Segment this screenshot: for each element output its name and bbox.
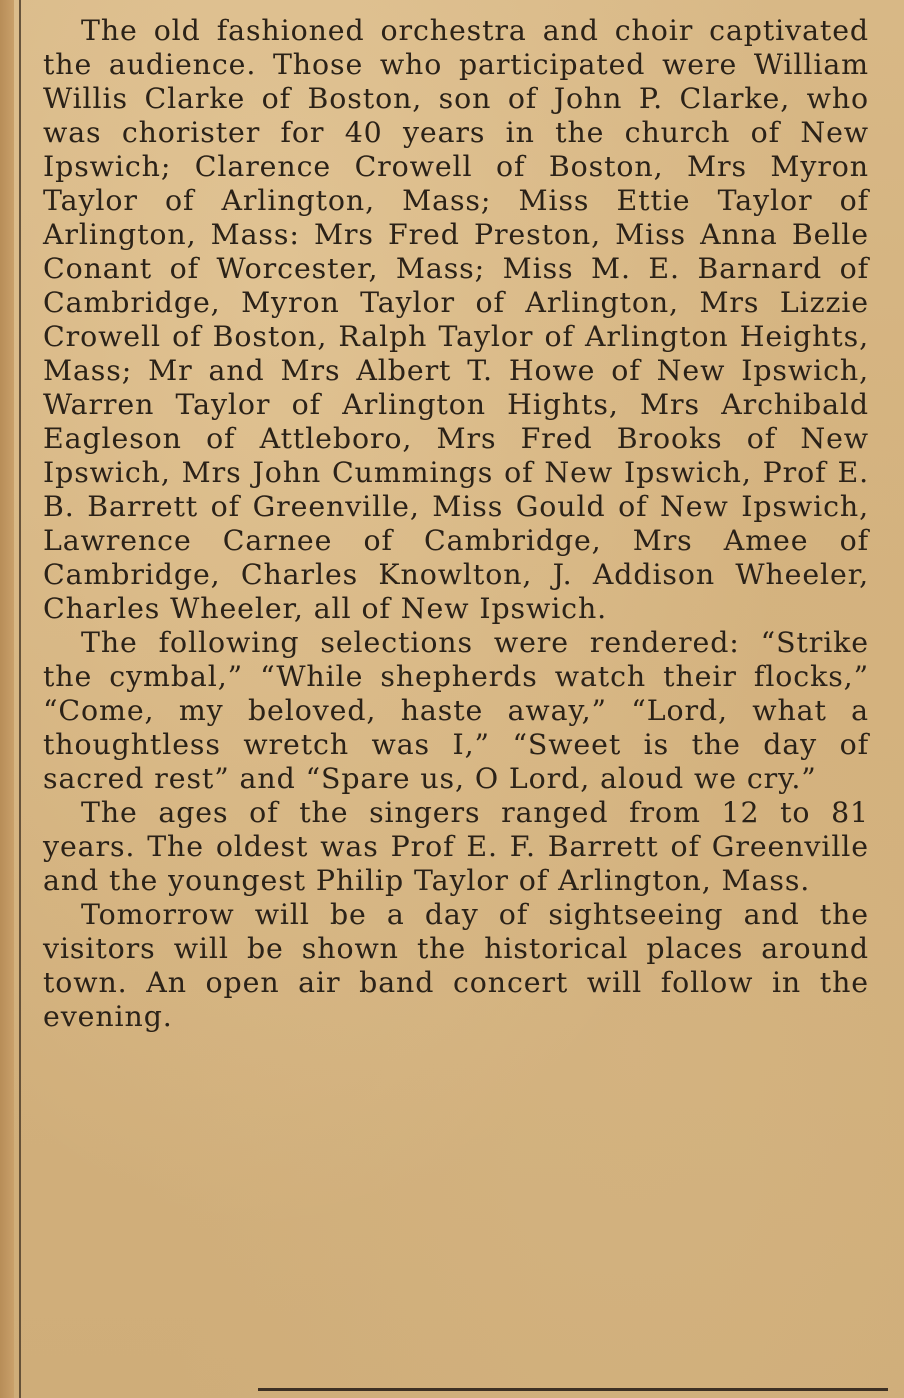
paragraph-ages: The ages of the singers ranged from 12 to 81 years. The oldest was Prof E. F. Barrett of Greenville and the youngest Philip Taylor of Arlington, Mass. xyxy=(43,796,869,897)
article-body xyxy=(43,14,869,1034)
paragraph-participants: The old fashioned orchestra and choir captivated the audience. Those who participated were William Willis Clarke of Boston, son of John P. Clarke, who was chorister for 40 years in the church of New Ipswich; Clarence Crowell of Boston, Mrs Myron Taylor of Arlington, Mass; Miss Ettie Taylor of Arlington, Mass: Mrs Fred Preston, Miss Anna Belle Conant of Worcester, Mass; Miss M. E. Barnard of Cambridge, Myron Taylor of Arlington, Mrs Lizzie Crowell of Boston, Ralph Taylor of Arlington Heights, Mass; Mr and Mrs Albert T. Howe of New Ipswich, Warren Taylor of Arlington Hights, Mrs Archibald Eagleson of Attleboro, Mrs Fred Brooks of New Ipswich, Mrs John Cummings of New Ipswich, Prof E. B. Barrett of Greenville, Miss Gould of New Ipswich, Lawrence Carnee of Cambridge, Mrs Amee of Cambridge, Charles Knowlton, J. Addison Wheeler, Charles Wheeler, all of New Ipswich. xyxy=(43,14,869,625)
column-rule xyxy=(19,0,21,1398)
paragraph-tomorrow: Tomorrow will be a day of sightseeing and the visitors will be shown the historical places around town. An open air band concert will follow in the evening. xyxy=(43,898,869,1033)
paragraph-selections: The following selections were rendered: “Strike the cymbal,” “While shepherds watch their flocks,” “Come, my beloved, haste away,” “Lord, what a thoughtless wretch was I,” “Sweet is the day of sacred rest” and “Spare us, O Lord, aloud we cry.” xyxy=(43,626,869,795)
clipping-left-edge xyxy=(0,0,14,1398)
end-rule xyxy=(258,1388,888,1391)
